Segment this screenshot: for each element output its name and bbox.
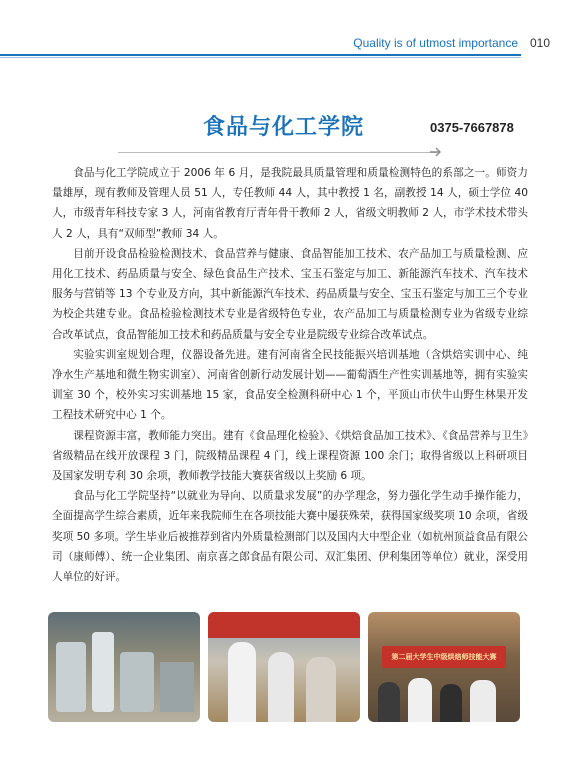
lab-students-photo	[208, 612, 360, 722]
paragraph-facilities: 实验实训室规划合理，仪器设备先进。建有河南省全民技能振兴培训基地（含烘焙实训中心、纯净水生产基地和微生物实训室）、河南省创新行动发展计划——葡萄酒生产性实训基地等，拥有实验实训室 30 个，校外实习实训基地 15 家，食品安全检测科研中心 1 个，平顶山市伏牛山野生林果开发工程技术研究中心 1 个。	[52, 348, 528, 422]
paragraph-courses: 课程资源丰富，教师能力突出。建有《食品理化检验》、《烘焙食品加工技术》、《食品营养与卫生》省级精品在线开放课程 3 门，院级精品课程 4 门，线上课程资源 100 余门；取得省级以上科研项目及国家发明专利 30 余项，教师教学技能大赛获省级以上奖励 6 项。	[52, 429, 528, 483]
body-text	[52, 163, 528, 587]
paragraph-majors: 目前开设食品检验检测技术、食品营养与健康、食品智能加工技术、农产品加工与质量检测、应用化工技术、药品质量与安全、绿色食品生产技术、宝玉石鉴定与加工、新能源汽车技术、汽车技术服务与营销等 13 个专业及方向，其中新能源汽车技术、药品质量与安全、宝玉石鉴定与加工三个专业为校企共建专业。食品检验检测技术专业是省级特色专业，农产品加工与质量检测专业为省级专业综合改革试点，食品智能加工技术和药品质量与安全专业是院级专业综合改革试点。	[52, 247, 528, 341]
competition-photo	[368, 612, 520, 722]
paragraph-employment: 食品与化工学院坚持“以就业为导向、以质量求发展”的办学理念，努力强化学生动手操作能力，全面提高学生综合素质，近年来我院师生在各项技能大赛中屡获殊荣，获得国家级奖项 10 余项，省级奖项 50 多项。学生毕业后被推荐到省内外质量检测部门以及国内大中型企业（如杭州顶益食品有限公司（康师傅）、统一企业集团、南京喜之郎食品有限公司、双汇集团、伊利集团等单位）就业，深受用人单位的好评。	[52, 490, 528, 584]
header-rule-thin	[0, 57, 521, 58]
paragraph-intro: 食品与化工学院成立于 2006 年 6 月，是我院最具质量管理和质量检测特色的系部之一。师资力量雄厚，现有教师及管理人员 51 人，专任教师 44 人，其中教授 1 名，副教授 14 人，硕士学位 40 人，市级青年科技专家 3 人，河南省教育厅青年骨干教师 2 人，省级文明教师 2 人，市学术技术带头人 2 人，具有“双师型”教师 34 人。	[52, 167, 528, 240]
phone-number: 0375-7667878	[430, 120, 514, 135]
page-number: 010	[529, 36, 550, 50]
header-slogan: Quality is of utmost importance	[353, 36, 518, 50]
title-underline	[118, 152, 436, 153]
competition-banner: 第二届大学生中级烘焙师技能大赛	[382, 646, 506, 668]
factory-equipment-photo	[48, 612, 200, 722]
title-row	[0, 110, 566, 150]
arrow-icon	[430, 146, 444, 158]
page-header	[0, 36, 566, 56]
photo-strip	[48, 612, 520, 722]
header-rule	[0, 54, 521, 56]
page-title: 食品与化工学院	[203, 115, 365, 140]
